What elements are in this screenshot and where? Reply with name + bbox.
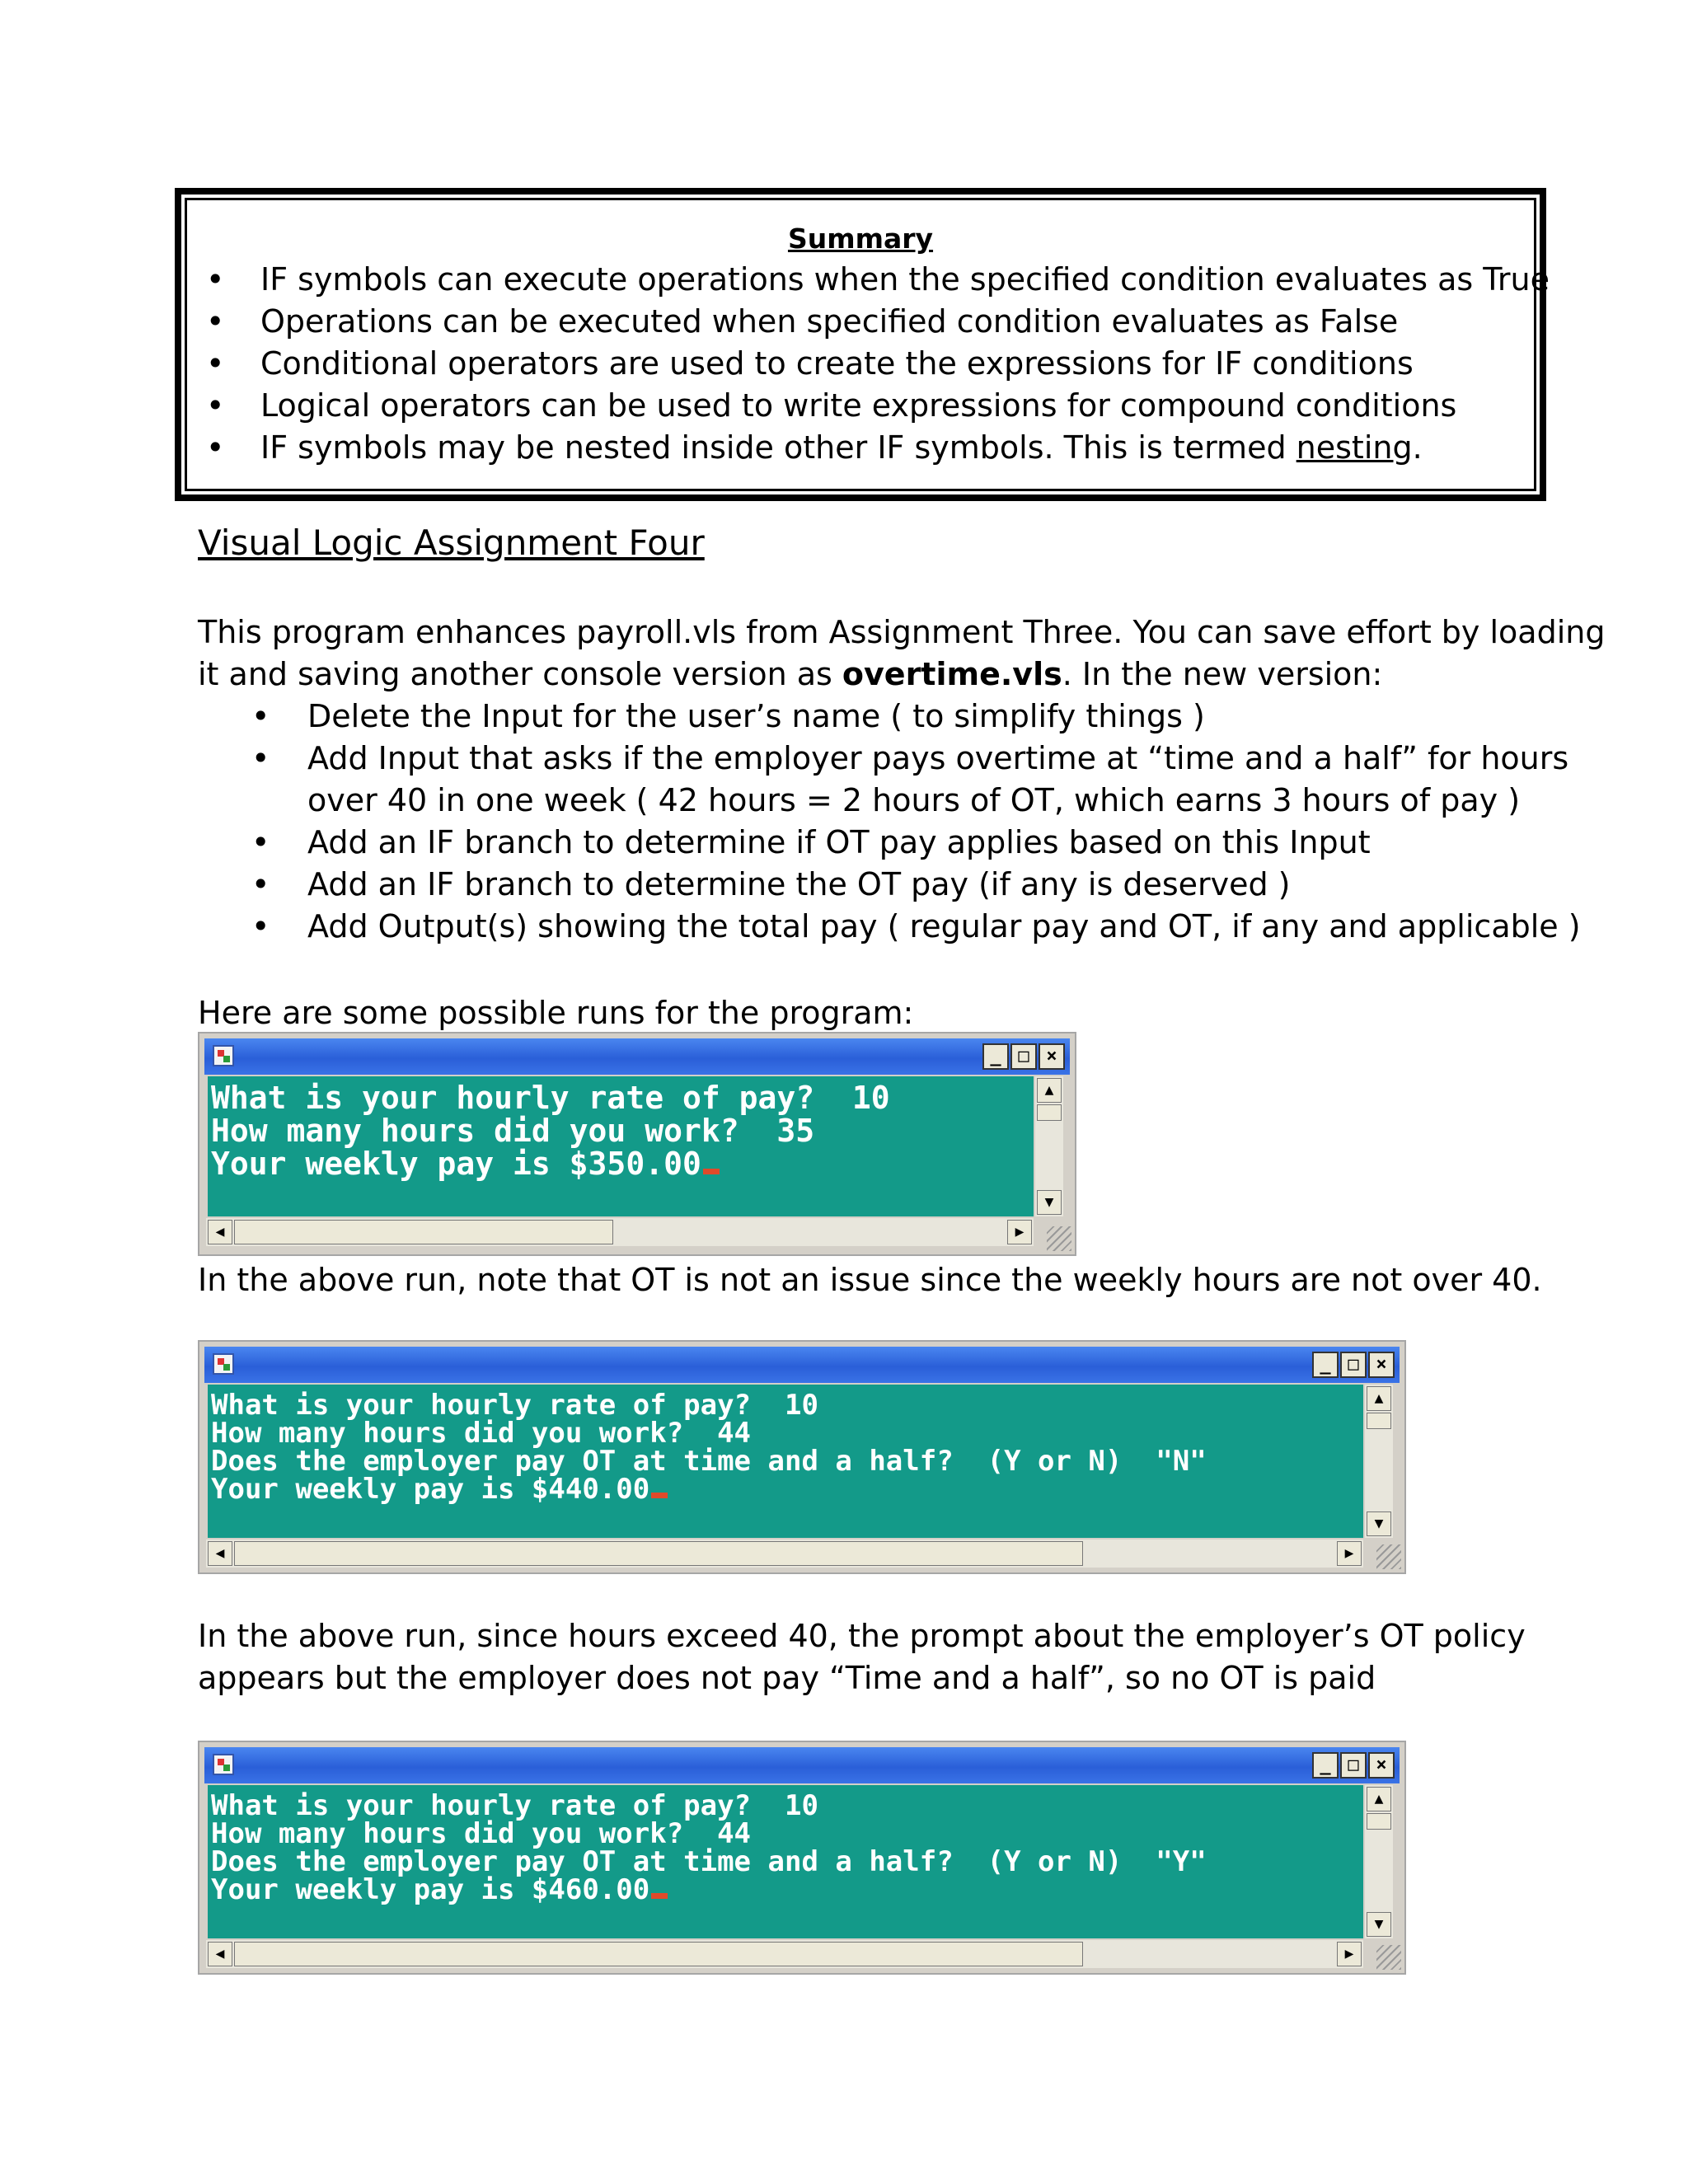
scroll-right-arrow-icon[interactable]: ▶ xyxy=(1007,1220,1032,1244)
note-paragraph xyxy=(198,1615,1526,1699)
console-window-1 xyxy=(198,1032,1076,1256)
app-icon[interactable] xyxy=(213,1353,234,1375)
task-text-continued: over 40 in one week ( 42 hours = 2 hours of OT, which earns 3 hours of pay ) xyxy=(307,782,1521,818)
title-bar[interactable] xyxy=(204,1347,1400,1383)
minimize-button[interactable]: _ xyxy=(982,1043,1009,1070)
maximize-button[interactable]: □ xyxy=(1340,1352,1367,1378)
intro-line: This program enhances payroll.vls from Assignment Three. You can save effort by loading xyxy=(198,614,1606,650)
console-line-text: Your weekly pay is $440.00 xyxy=(211,1473,650,1506)
task-item: • Delete the Input for the user’s name ( to simplify things ) xyxy=(251,696,1581,738)
console-output xyxy=(208,1076,1034,1216)
intro-paragraph xyxy=(198,612,1605,696)
task-list xyxy=(251,696,1581,948)
console-line: What is your hourly rate of pay? 10 xyxy=(211,1789,818,1822)
summary-item: • Conditional operators are used to create the expressions for IF conditions xyxy=(206,343,1550,385)
minimize-button[interactable]: _ xyxy=(1312,1352,1339,1378)
scroll-thumb[interactable] xyxy=(234,1541,1083,1566)
vertical-scrollbar[interactable] xyxy=(1365,1385,1393,1538)
note-paragraph: In the above run, note that OT is not an issue since the weekly hours are not over 40. xyxy=(198,1262,1542,1298)
horizontal-scrollbar[interactable] xyxy=(206,1940,1363,1968)
close-button[interactable]: × xyxy=(1368,1752,1395,1779)
maximize-button[interactable]: □ xyxy=(1010,1043,1037,1070)
summary-item: • Logical operators can be used to write expressions for compound conditions xyxy=(206,385,1550,427)
scroll-left-arrow-icon[interactable]: ◀ xyxy=(208,1541,232,1566)
console-output xyxy=(208,1785,1363,1938)
console-line-text: Your weekly pay is $350.00 xyxy=(211,1146,701,1182)
console-window-2 xyxy=(198,1340,1406,1574)
summary-list xyxy=(206,259,1550,469)
scroll-down-arrow-icon[interactable]: ▼ xyxy=(1367,1511,1391,1536)
task-item: • Add Output(s) showing the total pay ( regular pay and OT, if any and applicable ) xyxy=(251,906,1581,948)
horizontal-scrollbar[interactable] xyxy=(206,1540,1363,1568)
scroll-left-arrow-icon[interactable]: ◀ xyxy=(208,1220,232,1244)
app-icon[interactable] xyxy=(213,1754,234,1775)
summary-box xyxy=(175,188,1550,501)
task-text: Add Input that asks if the employer pays overtime at “time and a half” for hours xyxy=(307,740,1569,776)
nesting-term: nesting xyxy=(1296,429,1413,466)
note-line: appears but the employer does not pay “Time and a half”, so no OT is paid xyxy=(198,1660,1376,1696)
assignment-heading: Visual Logic Assignment Four xyxy=(198,523,705,563)
scroll-thumb[interactable] xyxy=(1367,1813,1391,1830)
resize-grip-icon[interactable] xyxy=(1047,1226,1071,1251)
scroll-thumb[interactable] xyxy=(1367,1413,1391,1429)
scroll-up-arrow-icon[interactable]: ▲ xyxy=(1367,1787,1391,1811)
summary-item: • IF symbols can execute operations when the specified condition evaluates as True xyxy=(206,259,1550,301)
scroll-up-arrow-icon[interactable]: ▲ xyxy=(1037,1078,1062,1103)
minimize-button[interactable]: _ xyxy=(1312,1752,1339,1779)
scroll-thumb[interactable] xyxy=(1037,1104,1062,1121)
console-line: What is your hourly rate of pay? 10 xyxy=(211,1080,890,1116)
close-button[interactable]: × xyxy=(1039,1043,1065,1070)
console-output xyxy=(208,1385,1363,1538)
summary-item: • Operations can be executed when specified condition evaluates as False xyxy=(206,301,1550,343)
summary-title: Summary xyxy=(787,223,934,255)
text-cursor xyxy=(703,1169,720,1174)
horizontal-scrollbar[interactable] xyxy=(206,1218,1034,1246)
console-line: What is your hourly rate of pay? 10 xyxy=(211,1389,818,1422)
intro-line xyxy=(198,654,1605,696)
console-line: Does the employer pay OT at time and a half? (Y or N) "N" xyxy=(211,1445,1207,1478)
scroll-thumb[interactable] xyxy=(234,1942,1083,1966)
resize-grip-icon[interactable] xyxy=(1376,1945,1401,1970)
filename: overtime.vls xyxy=(842,656,1062,692)
console-line xyxy=(211,1147,1034,1180)
intro-text: . In the new version: xyxy=(1062,656,1383,692)
scroll-down-arrow-icon[interactable]: ▼ xyxy=(1367,1912,1391,1937)
scroll-thumb[interactable] xyxy=(234,1220,613,1244)
console-line: How many hours did you work? 44 xyxy=(211,1417,752,1450)
summary-item xyxy=(206,427,1550,469)
scroll-down-arrow-icon[interactable]: ▼ xyxy=(1037,1190,1062,1215)
vertical-scrollbar[interactable] xyxy=(1035,1076,1063,1216)
app-icon[interactable] xyxy=(213,1045,234,1066)
scroll-up-arrow-icon[interactable]: ▲ xyxy=(1367,1386,1391,1411)
note-line: In the above run, since hours exceed 40, the prompt about the employer’s OT policy xyxy=(198,1618,1526,1654)
scroll-left-arrow-icon[interactable]: ◀ xyxy=(208,1942,232,1966)
maximize-button[interactable]: □ xyxy=(1340,1752,1367,1779)
close-button[interactable]: × xyxy=(1368,1352,1395,1378)
console-line: How many hours did you work? 35 xyxy=(211,1113,815,1149)
summary-item-text: IF symbols may be nested inside other IF symbols. This is termed xyxy=(260,429,1296,466)
runs-intro: Here are some possible runs for the program: xyxy=(198,995,914,1031)
scroll-right-arrow-icon[interactable]: ▶ xyxy=(1337,1942,1362,1966)
text-cursor xyxy=(651,1493,668,1498)
task-item xyxy=(251,738,1581,822)
task-item: • Add an IF branch to determine if OT pay applies based on this Input xyxy=(251,822,1581,864)
console-line: How many hours did you work? 44 xyxy=(211,1817,752,1850)
scroll-right-arrow-icon[interactable]: ▶ xyxy=(1337,1541,1362,1566)
title-bar[interactable] xyxy=(204,1038,1070,1075)
intro-text: it and saving another console version as xyxy=(198,656,842,692)
text-cursor xyxy=(651,1893,668,1899)
task-item: • Add an IF branch to determine the OT pay (if any is deserved ) xyxy=(251,864,1581,906)
summary-item-period: . xyxy=(1412,429,1423,466)
console-window-3 xyxy=(198,1741,1406,1975)
vertical-scrollbar[interactable] xyxy=(1365,1785,1393,1938)
console-line-text: Your weekly pay is $460.00 xyxy=(211,1873,650,1906)
title-bar[interactable] xyxy=(204,1747,1400,1783)
resize-grip-icon[interactable] xyxy=(1376,1544,1401,1569)
console-line xyxy=(211,1873,1363,1906)
console-line: Does the employer pay OT at time and a half? (Y or N) "Y" xyxy=(211,1845,1207,1878)
console-line xyxy=(211,1473,1363,1506)
